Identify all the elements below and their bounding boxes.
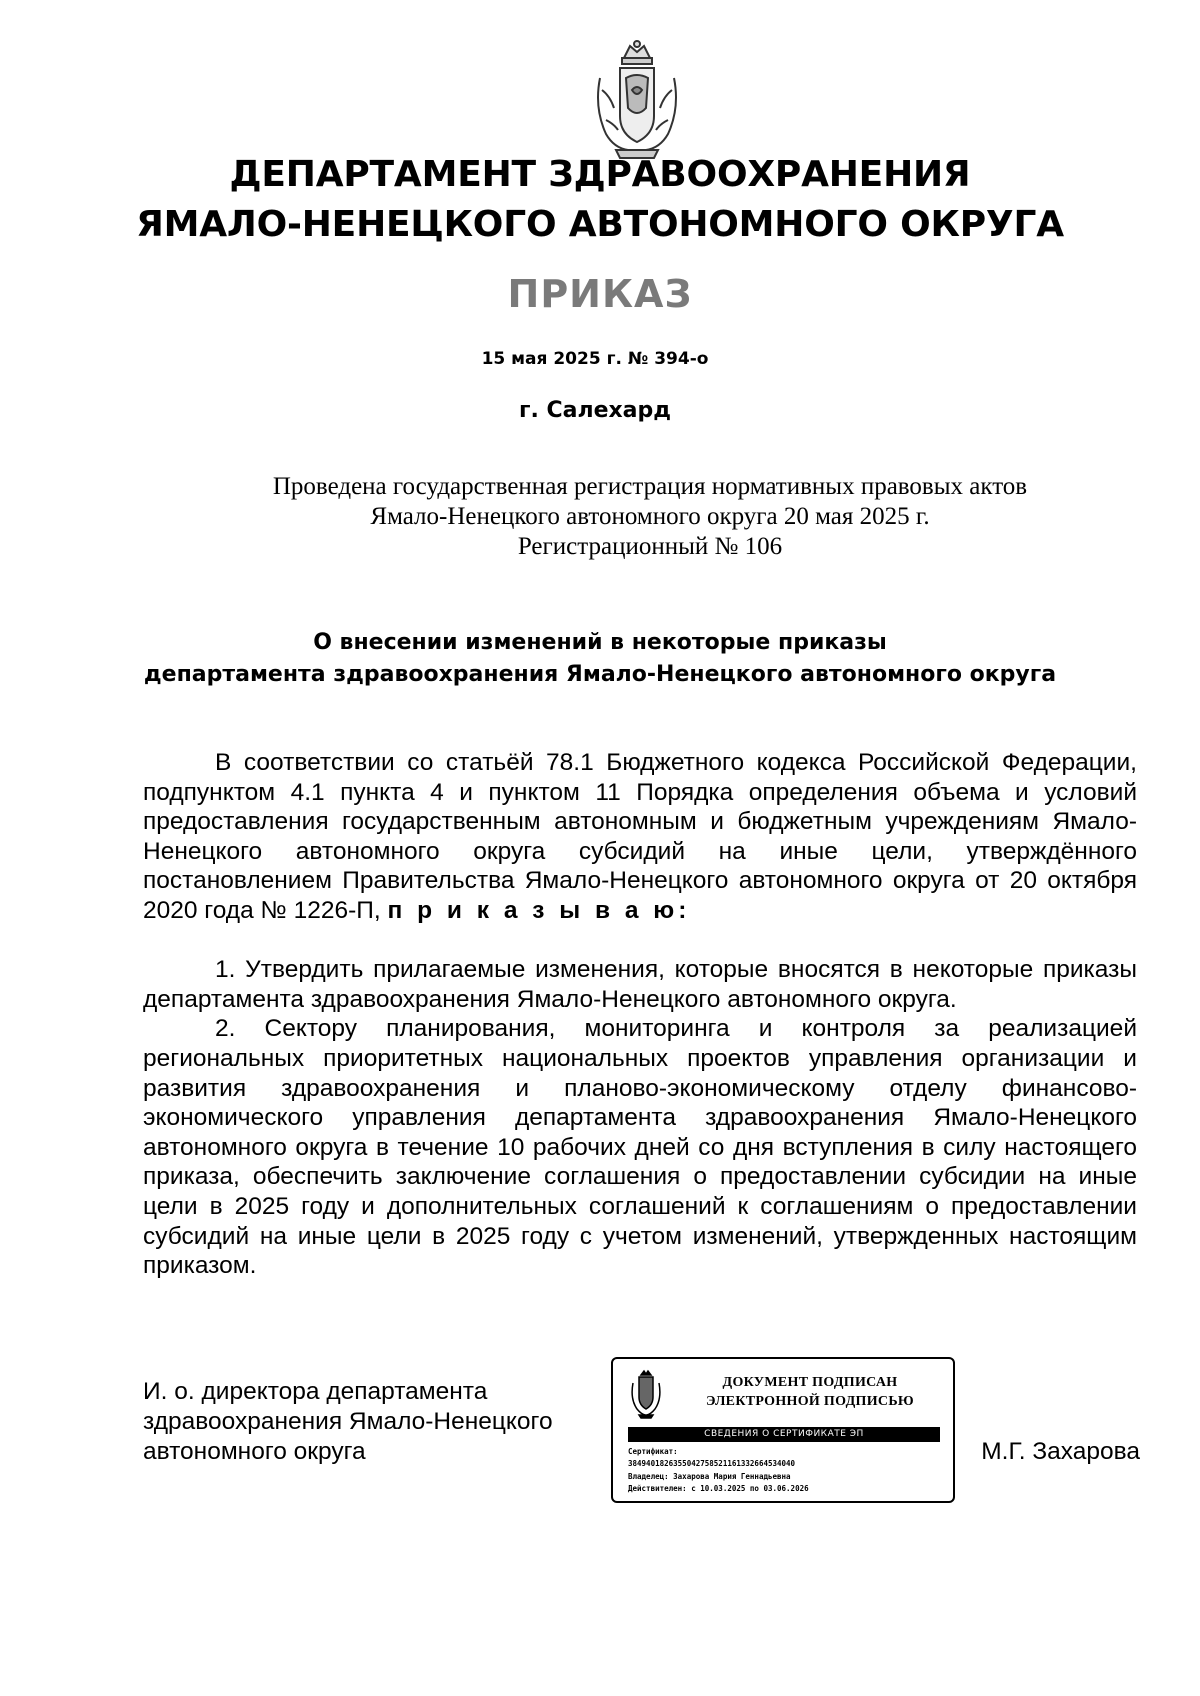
stamp-certificate-bar: СВЕДЕНИЯ О СЕРТИФИКАТЕ ЭП [628,1427,940,1442]
signatory-title [143,1377,613,1467]
item-2: 2. Сектору планирования, мониторинга и контроля за реализацией региональных приоритетных национальных проектов управления организации и развития здравоохранения и планово-экономическому отделу финансово-экономического управления департамента здравоохранения Ямало-Ненецкого автономного округа в течение 10 рабочих дней со дня вступления в силу настоящего приказа, обеспечить заключение соглашения о предоставлении субсидии на иные цели в 2025 году и дополнительных соглашений к соглашениям о предоставлении субсидий на иные цели в 2025 году с учетом изменений, утвержденных настоящим приказом. [143,1015,1137,1280]
stamp-certificate-details [628,1446,948,1496]
subject-line2: департамента здравоохранения Ямало-Ненецкого автономного округа [143,662,1057,687]
registration-note [200,472,1100,562]
registration-line3: Регистрационный № 106 [517,533,783,560]
electronic-signature-stamp [611,1357,955,1503]
stamp-cert-label: Сертификат: [628,1447,678,1456]
item-1: 1. Утвердить прилагаемые изменения, которые вносятся в некоторые приказы департамента здравоохранения Ямало-Ненецкого автономного округа. [143,956,1137,1013]
order-word: п р и к а з ы в а ю: [387,896,691,924]
signatory-title-line2: здравоохранения Ямало-Ненецкого [143,1408,553,1435]
registration-line2: Ямало-Ненецкого автономного округа 20 мая 2025 г. [370,503,930,530]
department-name-line1: ДЕПАРТАМЕНТ ЗДРАВООХРАНЕНИЯ [229,154,971,195]
order-subject [0,627,1200,691]
registration-line1: Проведена государственная регистрация нормативных правовых актов [272,473,1028,500]
preamble-paragraph [143,748,1137,926]
signatory-name: М.Г. Захарова [981,1438,1140,1465]
stamp-heading-line1: ДОКУМЕНТ ПОДПИСАН [722,1375,898,1390]
stamp-validity: Действителен: с 10.03.2025 по 03.06.2026 [628,1484,809,1494]
date-and-number: 15 мая 2025 г. № 394-о [481,349,709,369]
department-name-line2: ЯМАЛО-НЕНЕЦКОГО АВТОНОМНОГО ОКРУГА [136,204,1064,245]
stamp-owner: Владелец: Захарова Мария Геннадьевна [628,1471,791,1481]
department-name [0,150,1200,250]
stamp-emblem-icon [629,1369,663,1419]
stamp-cert-number: 3849401826355042758521161332664534040 [628,1459,796,1469]
stamp-heading-line2: ЭЛЕКТРОННОЙ ПОДПИСЬЮ [706,1394,914,1409]
document-type: ПРИКАЗ [507,272,693,316]
city: г. Салехард [518,398,672,423]
stamp-heading [675,1373,945,1411]
subject-line1: О внесении изменений в некоторые приказы [313,630,887,655]
signatory-title-line1: И. о. директора департамента [143,1378,488,1405]
preamble-text: В соответствии со статьёй 78.1 Бюджетного кодекса Российской Федерации, подпунктом 4.1 пункта 4 и пунктом 11 Порядка определения объема и условий предоставления государственным автономным и бюджетным учреждениям Ямало-Ненецкого автономного округа субсидий на иные цели, утверждённого постановлением Правительства Ямало-Ненецкого автономного округа от 20 октября 2020 года № 1226-П, [143,749,1137,924]
order-body [143,748,1137,1281]
signatory-title-line3: автономного округа [143,1438,366,1465]
coat-of-arms-emblem [590,38,684,162]
